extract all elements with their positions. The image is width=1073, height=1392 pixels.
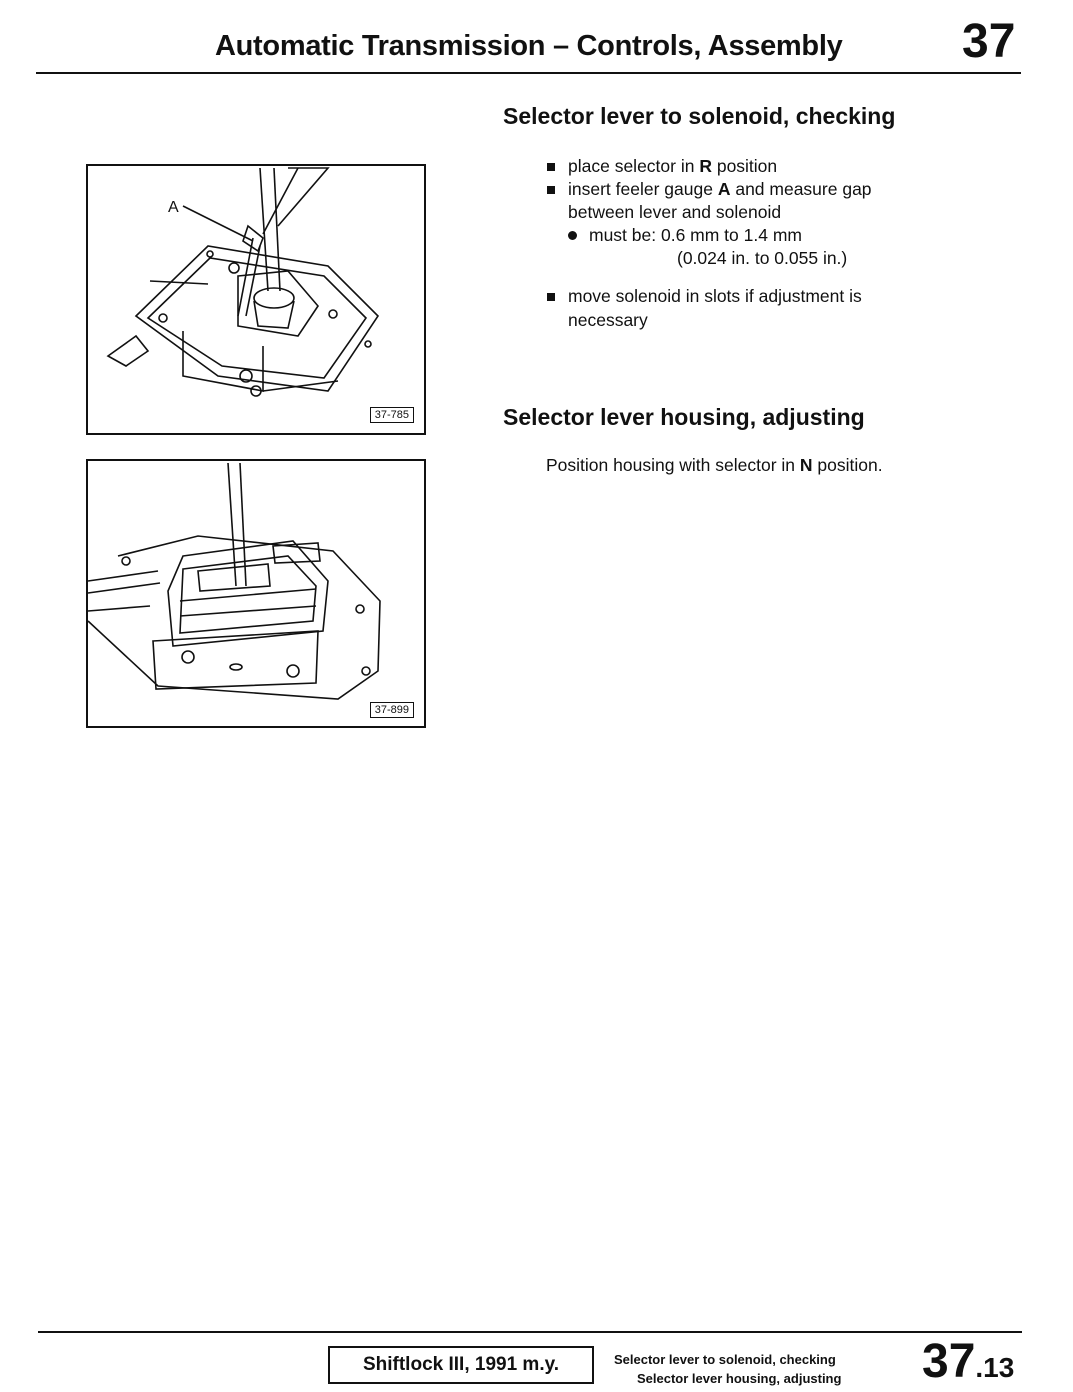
square-bullet-icon [547,163,555,171]
page-number: 37.13 [922,1335,1015,1388]
selector-housing-illustration [88,461,424,726]
square-bullet-icon [547,293,555,301]
section-heading: Selector lever housing, adjusting [503,404,865,430]
list-item: move solenoid in slots if adjustment is [547,285,967,308]
section-paragraph: Position housing with selector in N position. [546,455,883,475]
header-divider [36,72,1021,74]
square-bullet-icon [547,186,555,194]
section-heading: Selector lever to solenoid, checking [503,103,896,129]
section-number: 37 [962,15,1016,68]
page-title: Automatic Transmission – Controls, Assembly [215,30,843,62]
footer-divider [38,1331,1022,1333]
footer-model-box: Shiftlock III, 1991 m.y. [328,1346,594,1384]
footer-topic-line: Selector lever housing, adjusting [637,1371,842,1386]
list-item: place selector in R position [547,155,967,178]
callout-a-label: A [168,199,179,216]
figure-selector-housing [86,459,426,728]
footer-topic-line: Selector lever to solenoid, checking [614,1352,836,1367]
list-item-continuation: necessary [568,310,648,330]
list-item-continuation: between lever and solenoid [568,202,782,222]
figure-number-label: 37-899 [370,702,414,718]
round-bullet-icon [568,231,577,240]
selector-lever-illustration [88,166,424,433]
list-item: insert feeler gauge A and measure gap [547,178,967,201]
figure-selector-lever-solenoid [86,164,426,435]
figure-number-label: 37-785 [370,407,414,423]
spec-item-imperial: (0.024 in. to 0.055 in.) [677,248,848,268]
spec-item: must be: 0.6 mm to 1.4 mm [568,224,948,247]
